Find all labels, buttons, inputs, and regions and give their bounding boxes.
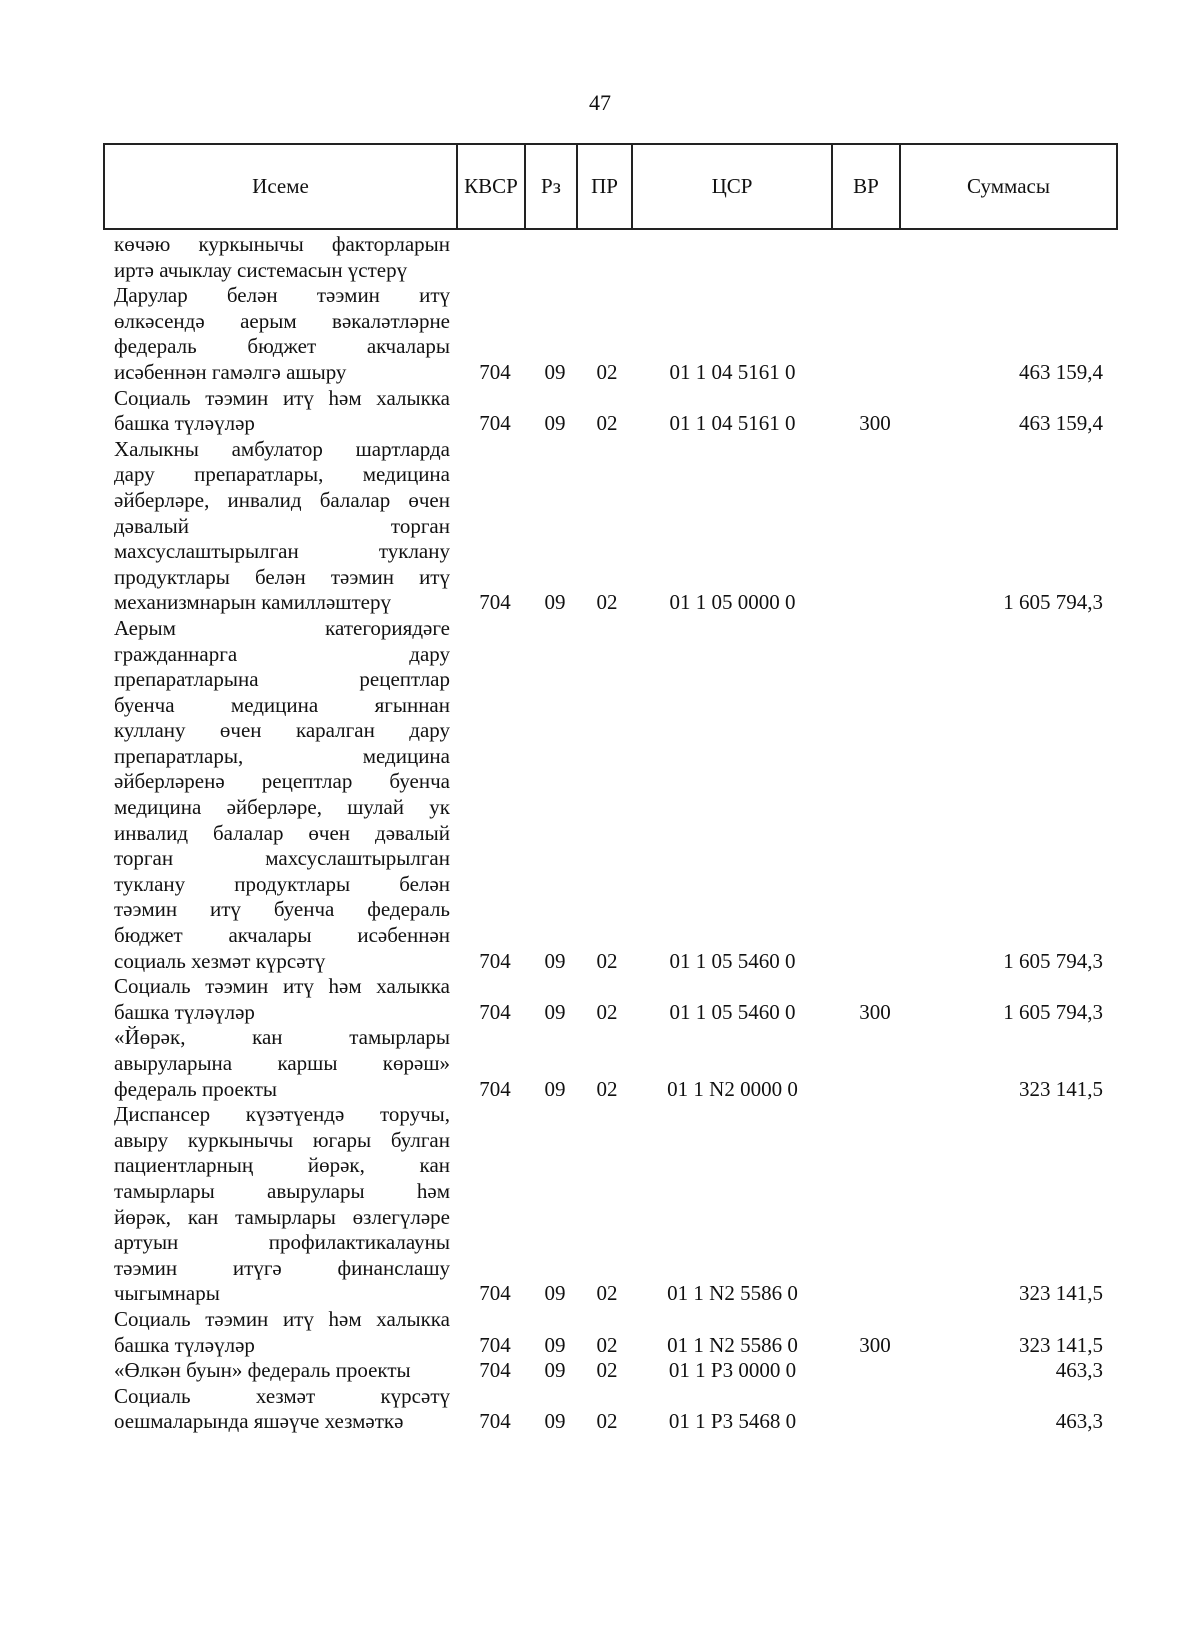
- row-name-line: буенча медицина ягыннан: [114, 692, 450, 717]
- row-name-line: йөрәк, кан тамырлары өзлегүләре: [114, 1204, 450, 1229]
- row-kvsr: 704: [479, 1358, 511, 1383]
- row-name-line: тәэмин итүгә финанслашу: [114, 1255, 450, 1280]
- row-kvsr: 704: [479, 1409, 511, 1434]
- row-rz: 09: [544, 1358, 566, 1383]
- row-csr: 01 1 N2 5586 0: [667, 1332, 798, 1357]
- table-row: [0, 1307, 1200, 1358]
- table-row: [0, 232, 1200, 283]
- row-pr: 02: [596, 590, 618, 615]
- row-rz: 09: [544, 1281, 566, 1306]
- row-rz: 09: [544, 590, 566, 615]
- row-name-line: социаль хезмәт күрсәтү: [114, 948, 326, 973]
- table-header: [103, 143, 1118, 230]
- row-name-line: куллану өчен каралган дару: [114, 718, 450, 743]
- row-name: [114, 386, 450, 437]
- row-sum: 463 159,4: [1019, 359, 1103, 384]
- row-sum: 463,3: [1055, 1358, 1103, 1383]
- row-kvsr: 704: [479, 1332, 511, 1357]
- row-pr: 02: [596, 411, 618, 436]
- row-name-line: гражданнарга дару: [114, 641, 450, 666]
- row-name-line: әйберләренә рецептлар буенча: [114, 769, 450, 794]
- row-csr: 01 1 04 5161 0: [669, 359, 796, 384]
- row-name-line: продуктлары белән тәэмин итү: [114, 564, 450, 589]
- row-kvsr: 704: [479, 359, 511, 384]
- row-name-line: исәбеннән гамәлгә ашыру: [114, 359, 347, 384]
- row-csr: 01 1 P3 5468 0: [668, 1409, 797, 1434]
- row-sum: 323 141,5: [1019, 1076, 1103, 1101]
- row-rz: 09: [544, 1409, 566, 1434]
- row-name-line: артуын профилактикалауны: [114, 1230, 450, 1255]
- row-name-line: дәвалый торган: [114, 513, 450, 538]
- row-name-line: препаратлары, медицина: [114, 743, 450, 768]
- row-csr: 01 1 05 5460 0: [669, 948, 796, 973]
- row-kvsr: 704: [479, 590, 511, 615]
- row-name: [114, 232, 450, 283]
- header-vr: ВР: [832, 144, 900, 229]
- row-name-line: Социаль тәэмин итү һәм халыкка: [114, 974, 450, 999]
- row-rz: 09: [544, 411, 566, 436]
- row-rz: 09: [544, 1076, 566, 1101]
- row-kvsr: 704: [479, 1281, 511, 1306]
- row-name-line: Дарулар белән тәэмин итү: [114, 283, 450, 308]
- table-body: [0, 232, 1200, 1435]
- row-name-line: махсуслаштырылган туклану: [114, 539, 450, 564]
- row-name-line: Социаль хезмәт күрсәтү: [114, 1383, 450, 1408]
- row-name-line: иртә ачыклау системасын үстерү: [114, 257, 408, 282]
- row-name: [114, 437, 450, 616]
- row-name-line: Халыкны амбулатор шартларда: [114, 436, 450, 461]
- row-name-line: Социаль тәэмин итү һәм халыкка: [114, 1306, 450, 1331]
- row-sum: 463,3: [1055, 1409, 1103, 1434]
- row-name-line: «Өлкән буын» федераль проекты: [114, 1358, 411, 1383]
- row-kvsr: 704: [479, 1076, 511, 1101]
- row-vr: 300: [859, 411, 891, 436]
- table-row: [0, 616, 1200, 974]
- row-csr: 01 1 N2 0000 0: [667, 1076, 798, 1101]
- row-name-line: көчәю куркынычы факторларын: [114, 232, 450, 256]
- row-name-line: бюджет акчалары исәбеннән: [114, 923, 450, 948]
- row-name-line: авыруларына каршы көрәш»: [114, 1051, 450, 1075]
- row-sum: 1 605 794,3: [1003, 999, 1103, 1024]
- row-name-line: федераль проекты: [114, 1076, 277, 1101]
- row-sum: 463 159,4: [1019, 411, 1103, 436]
- row-pr: 02: [596, 1409, 618, 1434]
- table-row: [0, 1102, 1200, 1307]
- row-rz: 09: [544, 948, 566, 973]
- row-name-line: әйберләре, инвалид балалар өчен: [114, 487, 450, 512]
- row-name: [114, 1358, 450, 1384]
- row-pr: 02: [596, 1358, 618, 1383]
- row-name-line: оешмаларында яшәүче хезмәткә: [114, 1409, 404, 1434]
- row-name: [114, 1307, 450, 1358]
- row-name-line: башка түләүләр: [114, 411, 255, 436]
- row-name-line: авыру куркынычы югары булган: [114, 1127, 450, 1152]
- table-row: [0, 386, 1200, 437]
- header-rz: Рз: [525, 144, 577, 229]
- row-csr: 01 1 P3 0000 0: [668, 1358, 797, 1383]
- row-name-line: тәэмин итү буенча федераль: [114, 897, 450, 922]
- row-sum: 1 605 794,3: [1003, 948, 1103, 973]
- row-pr: 02: [596, 1281, 618, 1306]
- row-pr: 02: [596, 999, 618, 1024]
- row-name: [114, 283, 450, 385]
- row-name-line: өлкәсендә аерым вәкаләтләрне: [114, 308, 450, 333]
- row-vr: 300: [859, 1332, 891, 1357]
- row-name-line: тамырлары авырулары һәм: [114, 1178, 450, 1203]
- row-csr: 01 1 05 5460 0: [669, 999, 796, 1024]
- row-rz: 09: [544, 1332, 566, 1357]
- row-name-line: башка түләүләр: [114, 1332, 255, 1357]
- row-kvsr: 704: [479, 948, 511, 973]
- header-name: Исеме: [104, 144, 457, 229]
- row-name: [114, 1384, 450, 1435]
- row-name-line: медицина әйберләре, шулай ук: [114, 795, 450, 820]
- row-csr: 01 1 05 0000 0: [669, 590, 796, 615]
- row-pr: 02: [596, 948, 618, 973]
- table-row: [0, 1358, 1200, 1384]
- row-name-line: «Йөрәк, кан тамырлары: [114, 1025, 450, 1050]
- row-name: [114, 974, 450, 1025]
- row-csr: 01 1 N2 5586 0: [667, 1281, 798, 1306]
- row-name-line: Социаль тәэмин итү һәм халыкка: [114, 385, 450, 410]
- row-sum: 323 141,5: [1019, 1332, 1103, 1357]
- row-name-line: пациентларның йөрәк, кан: [114, 1153, 450, 1178]
- row-rz: 09: [544, 999, 566, 1024]
- row-name-line: Диспансер күзәтүендә торучы,: [114, 1102, 450, 1127]
- row-name: [114, 1025, 450, 1102]
- row-name-line: дару препаратлары, медицина: [114, 462, 450, 487]
- row-pr: 02: [596, 359, 618, 384]
- row-name-line: Аерым категориядәге: [114, 615, 450, 640]
- header-kvsr: КВСР: [457, 144, 525, 229]
- table-row: [0, 1025, 1200, 1102]
- row-vr: 300: [859, 999, 891, 1024]
- row-name-line: препаратларына рецептлар: [114, 667, 450, 692]
- table-row: [0, 437, 1200, 616]
- page-number: 47: [589, 90, 611, 115]
- header-sum: Суммасы: [900, 144, 1117, 229]
- row-name: [114, 1102, 450, 1307]
- row-csr: 01 1 04 5161 0: [669, 411, 796, 436]
- row-pr: 02: [596, 1076, 618, 1101]
- row-rz: 09: [544, 359, 566, 384]
- table-row: [0, 974, 1200, 1025]
- row-sum: 1 605 794,3: [1003, 590, 1103, 615]
- row-name-line: торган махсуслаштырылган: [114, 846, 450, 871]
- row-name-line: башка түләүләр: [114, 999, 255, 1024]
- row-name-line: чыгымнары: [114, 1281, 220, 1306]
- row-name-line: механизмнарын камилләштерү: [114, 590, 391, 615]
- row-name-line: туклану продуктлары белән: [114, 871, 450, 896]
- row-pr: 02: [596, 1332, 618, 1357]
- header-csr: ЦСР: [632, 144, 832, 229]
- row-sum: 323 141,5: [1019, 1281, 1103, 1306]
- row-kvsr: 704: [479, 411, 511, 436]
- table-row: [0, 283, 1200, 385]
- header-pr: ПР: [577, 144, 632, 229]
- table-row: [0, 1384, 1200, 1435]
- row-kvsr: 704: [479, 999, 511, 1024]
- row-name-line: инвалид балалар өчен дәвалый: [114, 820, 450, 845]
- row-name: [114, 616, 450, 974]
- row-name-line: федераль бюджет акчалары: [114, 334, 450, 359]
